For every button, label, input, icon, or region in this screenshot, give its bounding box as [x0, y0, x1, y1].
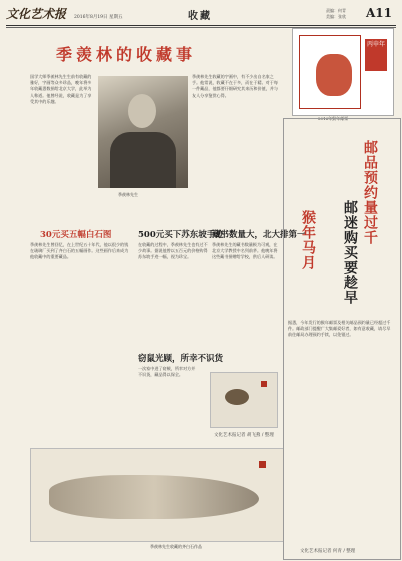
painting-caption: 季羡林先生收藏的齐白石作品	[150, 544, 202, 549]
subsection-text: 在收藏的过程中，季羡林先生也有过不少故事。据说他曾以五百元的价格购得苏东坡手迹一幅，视为珍宝。	[138, 242, 208, 260]
main-headline: 季羡林的收藏事	[56, 45, 197, 64]
editor-info	[326, 8, 346, 20]
stamp-seal: 丙申年	[365, 39, 387, 71]
painting-seal	[261, 381, 267, 387]
portrait-body	[110, 132, 176, 188]
page-number: A11	[366, 6, 393, 20]
masthead: 文化艺术报	[6, 7, 67, 21]
painting-bird	[225, 389, 249, 405]
side-credit: 文化艺术报记者 何青 / 整理	[300, 549, 356, 554]
subheading-thief: 窃鼠光顾，所幸不识货	[138, 354, 224, 364]
column-text: 季羡林先生收藏的字画中，有不少出自名家之手。他常说，收藏不在于多，而在于精。对于每一件藏品，他都要仔细研究其来历和价值，并与友人分享鉴赏心得。	[192, 74, 278, 98]
designer-line: 美编：张欣	[326, 14, 346, 19]
collection-painting	[210, 372, 278, 428]
painting-seal	[259, 461, 266, 468]
subsection-text: 季羡林先生曾回忆，在上世纪五十年代，他以很少的钱在琉璃厂买到了齐白石的五幅画作。这些画作后来成为他收藏中的重要藏品。	[30, 242, 129, 260]
stamp-frame	[299, 35, 361, 109]
side-body: 据悉，今年发行的猴年邮票及相关邮品预约量已经超过千件。邮政部门提醒广大集邮爱好者，如有意收藏，请尽早前往邮局办理预约手续，以免错过。	[288, 320, 391, 338]
subheading-books: 藏书数量大，北大排第一	[212, 230, 306, 240]
side-headline-2: 邮品预约量过千	[362, 140, 378, 245]
intro-text: 国学大师季羡林先生生前有收藏的雅好，字画等众多珍品，晚年将多年收藏悉数捐给北京大学，此举为人称道。他曾经说，收藏是为了享受其中的乐趣。	[30, 74, 92, 104]
stamp-caption: 2016年猴年邮票	[318, 116, 349, 121]
monkey-illustration	[316, 54, 352, 96]
subsection-text: 季羡林先生的藏书数量极为可观，在北京大学教授中名列前茅。他晚年将这些藏书捐赠给学校，供后人研读。	[212, 242, 278, 260]
portrait-face	[128, 94, 156, 128]
portrait-photo	[98, 76, 188, 188]
photo-caption: 季羡林先生	[118, 192, 138, 197]
baishi-painting	[30, 448, 284, 542]
monkey-stamp	[292, 28, 394, 116]
side-headline-3: 邮迷购买要趁早	[342, 200, 358, 305]
page-header	[6, 4, 396, 26]
subheading-dongpo: 500元买下苏东坡手迹	[138, 230, 224, 240]
header-rule	[6, 25, 396, 26]
subsection-text: 一次家中进了窃贼，所幸对方并不识货，藏品得以保全。	[138, 366, 196, 378]
article-credit: 文化艺术报记者 胡飞燕 / 整理	[214, 433, 274, 438]
side-headline-1: 猴年马月	[300, 210, 316, 270]
issue-date: 2016年8月19日 星期五	[74, 15, 123, 20]
section-title: 收藏	[188, 11, 212, 22]
painting-ink	[49, 475, 259, 519]
subheading-baishi: 30元买五幅白石图	[40, 230, 112, 240]
editor-line: 责编：何青	[326, 8, 346, 13]
